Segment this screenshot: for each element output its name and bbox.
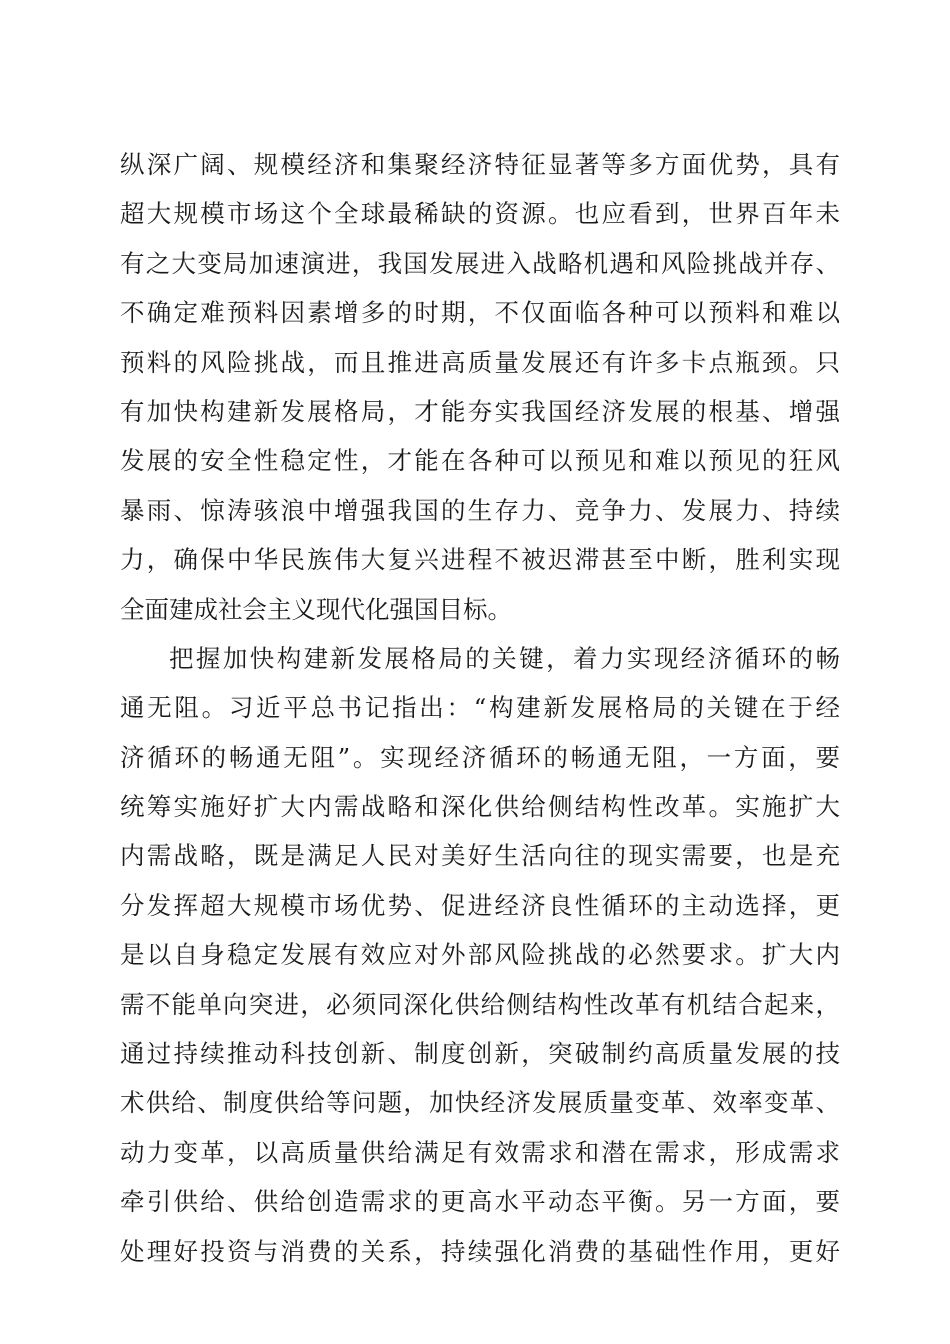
text-line: 术供给、制度供给等问题，加快经济发展质量变革、效率变革、 [120,1088,840,1118]
text-line: 力，确保中华民族伟大复兴进程不被迟滞甚至中断，胜利实现 [120,545,840,575]
text-line: 通无阻。习近平总书记指出：“构建新发展格局的关键在于经 [120,693,840,723]
text-line: 不确定难预料因素增多的时期，不仅面临各种可以预料和难以 [120,298,840,328]
paragraph [120,634,840,1276]
text-line: 济循环的畅通无阻”。实现经济循环的畅通无阻，一方面，要 [120,742,840,772]
text-line: 发展的安全性稳定性，才能在各种可以预见和难以预见的狂风 [120,446,840,476]
text-line: 全面建成社会主义现代化强国目标。 [120,594,512,624]
text-line: 超大规模市场这个全球最稀缺的资源。也应看到，世界百年未 [120,199,840,229]
text-line: 是以自身稳定发展有效应对外部风险挑战的必然要求。扩大内 [120,940,840,970]
text-line: 统筹实施好扩大内需战略和深化供给侧结构性改革。实施扩大 [120,792,840,822]
text-line: 纵深广阔、规模经济和集聚经济特征显著等多方面优势，具有 [120,150,840,179]
text-line: 预料的风险挑战，而且推进高质量发展还有许多卡点瓶颈。只 [120,347,840,377]
text-line: 把握加快构建新发展格局的关键，着力实现经济循环的畅 [169,643,840,673]
text-line: 内需战略，既是满足人民对美好生活向往的现实需要，也是充 [120,841,840,871]
body-text [120,140,840,1276]
text-line: 有之大变局加速演进，我国发展进入战略机遇和风险挑战并存、 [120,248,840,278]
text-line: 有加快构建新发展格局，才能夯实我国经济发展的根基、增强 [120,396,840,426]
paragraph [120,140,840,634]
text-line: 处理好投资与消费的关系，持续强化消费的基础性作用，更好 [120,1236,840,1266]
text-line: 分发挥超大规模市场优势、促进经济良性循环的主动选择，更 [120,890,840,920]
text-line: 通过持续推动科技创新、制度创新，突破制约高质量发展的技 [120,1039,840,1069]
text-line: 需不能单向突进，必须同深化供给侧结构性改革有机结合起来， [120,989,840,1019]
text-line: 暴雨、惊涛骇浪中增强我国的生存力、竞争力、发展力、持续 [120,495,840,525]
text-line: 牵引供给、供给创造需求的更高水平动态平衡。另一方面，要 [120,1187,840,1217]
text-line: 动力变革，以高质量供给满足有效需求和潜在需求，形成需求 [120,1137,840,1167]
